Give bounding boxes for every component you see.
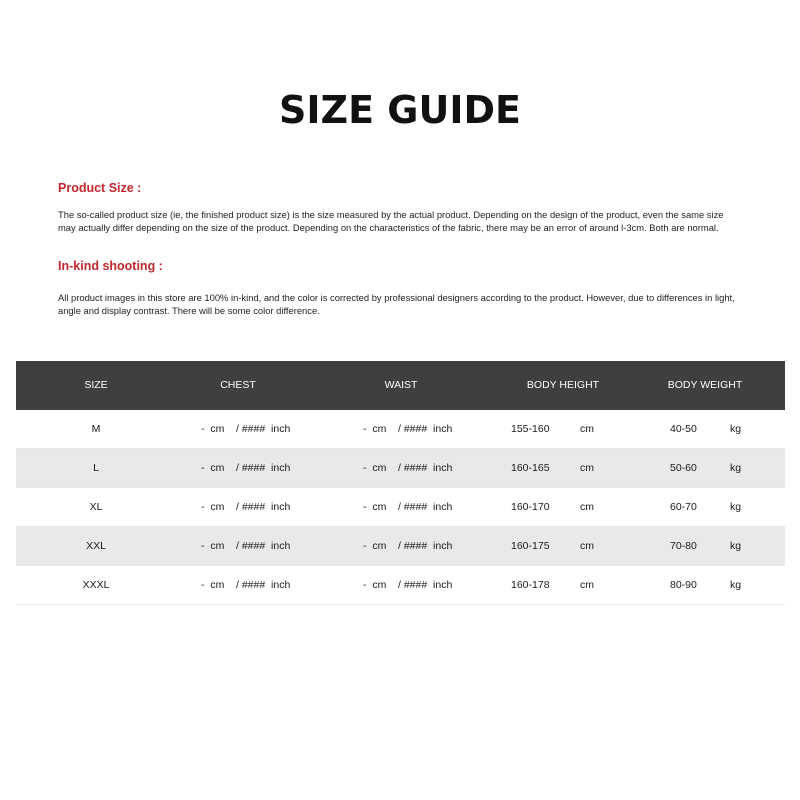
- weight-unit: kg: [730, 540, 742, 552]
- height-unit: cm: [580, 423, 594, 435]
- header-chest: CHEST: [220, 379, 256, 391]
- size-cell: XL: [89, 501, 103, 513]
- size-cell: L: [93, 462, 99, 474]
- weight-cell: 40-50: [670, 423, 697, 435]
- chest-cell: - cm / #### inch: [201, 462, 291, 474]
- table-row: [16, 410, 785, 449]
- waist-cell: - cm / #### inch: [363, 423, 453, 435]
- chest-cell: - cm / #### inch: [201, 540, 291, 552]
- waist-cell: - cm / #### inch: [363, 501, 453, 513]
- height-cell: 160-178: [511, 579, 550, 591]
- header-size: SIZE: [84, 379, 108, 391]
- header-body-weight: BODY WEIGHT: [667, 379, 743, 391]
- height-cell: 160-175: [511, 540, 550, 552]
- weight-unit: kg: [730, 501, 742, 513]
- weight-cell: 80-90: [670, 579, 697, 591]
- height-unit: cm: [580, 462, 594, 474]
- waist-cell: - cm / #### inch: [363, 579, 453, 591]
- weight-cell: 50-60: [670, 462, 697, 474]
- height-unit: cm: [580, 540, 594, 552]
- height-unit: cm: [580, 501, 594, 513]
- chest-cell: - cm / #### inch: [201, 423, 291, 435]
- height-cell: 160-165: [511, 462, 550, 474]
- size-cell: XXXL: [82, 579, 110, 591]
- inkind-text: All product images in this store are 100% in-kind, and the color is corrected by professional designers according to the product. However, due to differences in light, angle and display contrast. There will be some color difference.: [58, 292, 735, 316]
- table-header: [16, 361, 785, 410]
- table-row: [16, 488, 785, 527]
- header-waist: WAIST: [384, 379, 418, 391]
- weight-cell: 70-80: [670, 540, 697, 552]
- size-cell: XXL: [86, 540, 106, 552]
- product-size-heading: Product Size :: [58, 181, 142, 195]
- chest-cell: - cm / #### inch: [201, 501, 291, 513]
- size-cell: M: [91, 423, 101, 435]
- height-cell: 160-170: [511, 501, 550, 513]
- page-title: SIZE GUIDE: [279, 88, 521, 132]
- chest-cell: - cm / #### inch: [201, 579, 291, 591]
- weight-unit: kg: [730, 423, 742, 435]
- height-unit: cm: [580, 579, 594, 591]
- height-cell: 155-160: [511, 423, 550, 435]
- weight-cell: 60-70: [670, 501, 697, 513]
- size-table: [16, 361, 785, 605]
- waist-cell: - cm / #### inch: [363, 462, 453, 474]
- header-body-height: BODY HEIGHT: [526, 379, 600, 391]
- table-row: [16, 566, 785, 605]
- table-row: [16, 527, 785, 566]
- inkind-heading: In-kind shooting :: [58, 259, 163, 273]
- weight-unit: kg: [730, 579, 742, 591]
- waist-cell: - cm / #### inch: [363, 540, 453, 552]
- table-row: [16, 449, 785, 488]
- product-size-text: The so-called product size (ie, the finished product size) is the size measured by the actual product. Depending on the design of the product, even the same size may actually differ depending on the size of the product. Depending on the characteristics of the fabric, there may be an error of around l-3cm. Both are normal.: [58, 209, 724, 233]
- weight-unit: kg: [730, 462, 742, 474]
